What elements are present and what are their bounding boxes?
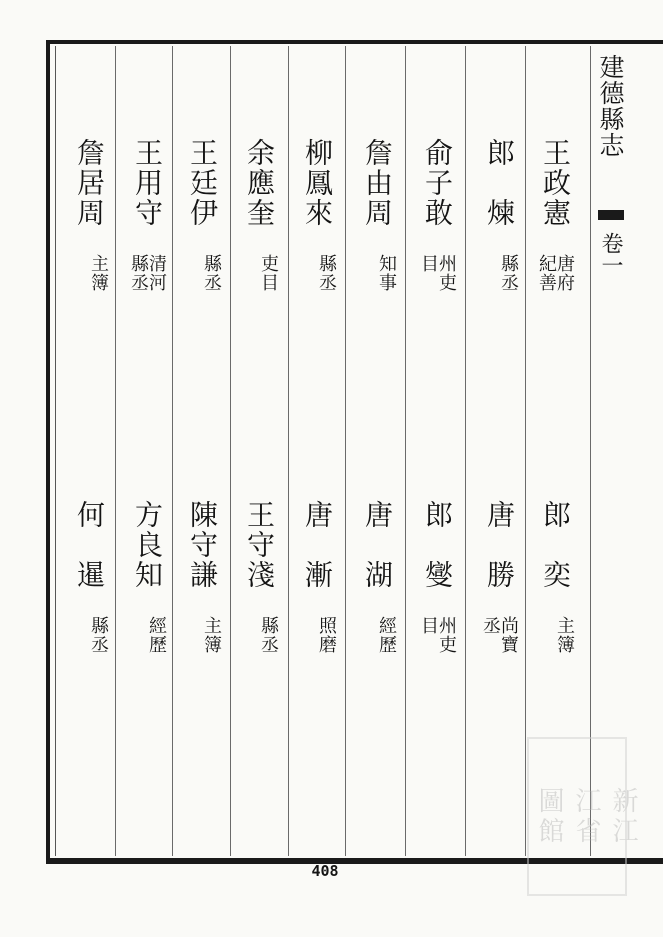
- office-note: 縣丞: [201, 254, 222, 292]
- office-note: 主簿: [88, 254, 109, 292]
- office-note: 經歷: [146, 616, 167, 654]
- official-name: 余應奎: [243, 138, 276, 228]
- office-note-continued: 目: [418, 254, 439, 273]
- office-note: 縣丞: [258, 616, 279, 654]
- page-number: 408: [311, 862, 339, 880]
- official-name: 方良知: [131, 500, 164, 590]
- office-note: 尚寶: [498, 616, 519, 654]
- official-name: 郎 奕: [539, 500, 572, 590]
- column-rule: [405, 46, 406, 856]
- column-rule: [230, 46, 231, 856]
- official-name: 唐 勝: [483, 500, 516, 590]
- office-note: 縣丞: [88, 616, 109, 654]
- seal-glyphs-right: 新江: [608, 786, 638, 847]
- register-entry: [538, 500, 575, 760]
- column-rule: [345, 46, 346, 856]
- column-rule: [288, 46, 289, 856]
- official-name: 唐 湖: [361, 500, 394, 590]
- office-note: 清河: [146, 254, 167, 292]
- margin-title: 建德縣志: [596, 54, 625, 158]
- office-note-continued: 目: [418, 616, 439, 635]
- register-entry: [185, 138, 222, 398]
- register-entry: [242, 138, 279, 398]
- official-name: 陳守謙: [186, 500, 219, 590]
- column-rule: [590, 46, 591, 856]
- office-note: 吏目: [258, 254, 279, 292]
- register-entry: [130, 500, 167, 760]
- office-note: 唐府: [554, 254, 575, 292]
- office-note: 經歷: [376, 616, 397, 654]
- register-entry: [72, 138, 109, 398]
- library-seal: [527, 737, 638, 896]
- register-entry: [128, 138, 167, 398]
- official-name: 王廷伊: [186, 138, 219, 228]
- register-entry: [300, 138, 337, 398]
- seal-glyphs-left: 圖館: [534, 786, 564, 847]
- frame-left-border: [46, 40, 50, 864]
- official-name: 詹居周: [73, 138, 106, 228]
- fish-tail-mark: [598, 210, 624, 220]
- frame-top-border: [48, 40, 663, 44]
- office-note: 照磨: [316, 616, 337, 654]
- official-name: 王用守: [131, 138, 164, 228]
- office-note-continued: 縣丞: [128, 254, 149, 292]
- register-entry: [185, 500, 222, 760]
- official-name: 王守淺: [243, 500, 276, 590]
- register-entry: [480, 500, 519, 760]
- seal-glyphs-mid: 江省: [571, 786, 601, 847]
- official-name: 俞子敢: [421, 138, 454, 228]
- office-note: 州吏: [436, 254, 457, 292]
- column-rule: [465, 46, 466, 856]
- register-entry: [482, 138, 519, 398]
- office-note: 主簿: [201, 616, 222, 654]
- office-note-continued: 丞: [480, 616, 501, 635]
- column-rule: [172, 46, 173, 856]
- official-name: 何 暹: [73, 500, 106, 590]
- office-note: 縣丞: [316, 254, 337, 292]
- official-name: 詹由周: [361, 138, 394, 228]
- column-rule: [525, 46, 526, 856]
- register-entry: [360, 138, 397, 398]
- register-entry: [242, 500, 279, 760]
- office-note: 縣丞: [498, 254, 519, 292]
- column-rule: [115, 46, 116, 856]
- frame-inner-line: [55, 46, 56, 856]
- register-entry: [72, 500, 109, 760]
- office-note: 知事: [376, 254, 397, 292]
- register-entry: [418, 500, 457, 760]
- register-entry: [536, 138, 575, 398]
- official-name: 郎 煉: [483, 138, 516, 228]
- office-note: 州吏: [436, 616, 457, 654]
- office-note-continued: 紀善: [536, 254, 557, 292]
- official-name: 郎 燮: [421, 500, 454, 590]
- register-entry: [300, 500, 337, 760]
- official-name: 唐 漸: [301, 500, 334, 590]
- office-note: 主簿: [554, 616, 575, 654]
- register-entry: [360, 500, 397, 760]
- register-entry: [418, 138, 457, 398]
- official-name: 王政憲: [539, 138, 572, 228]
- official-name: 柳鳳來: [301, 138, 334, 228]
- margin-juan: 卷一: [598, 232, 623, 276]
